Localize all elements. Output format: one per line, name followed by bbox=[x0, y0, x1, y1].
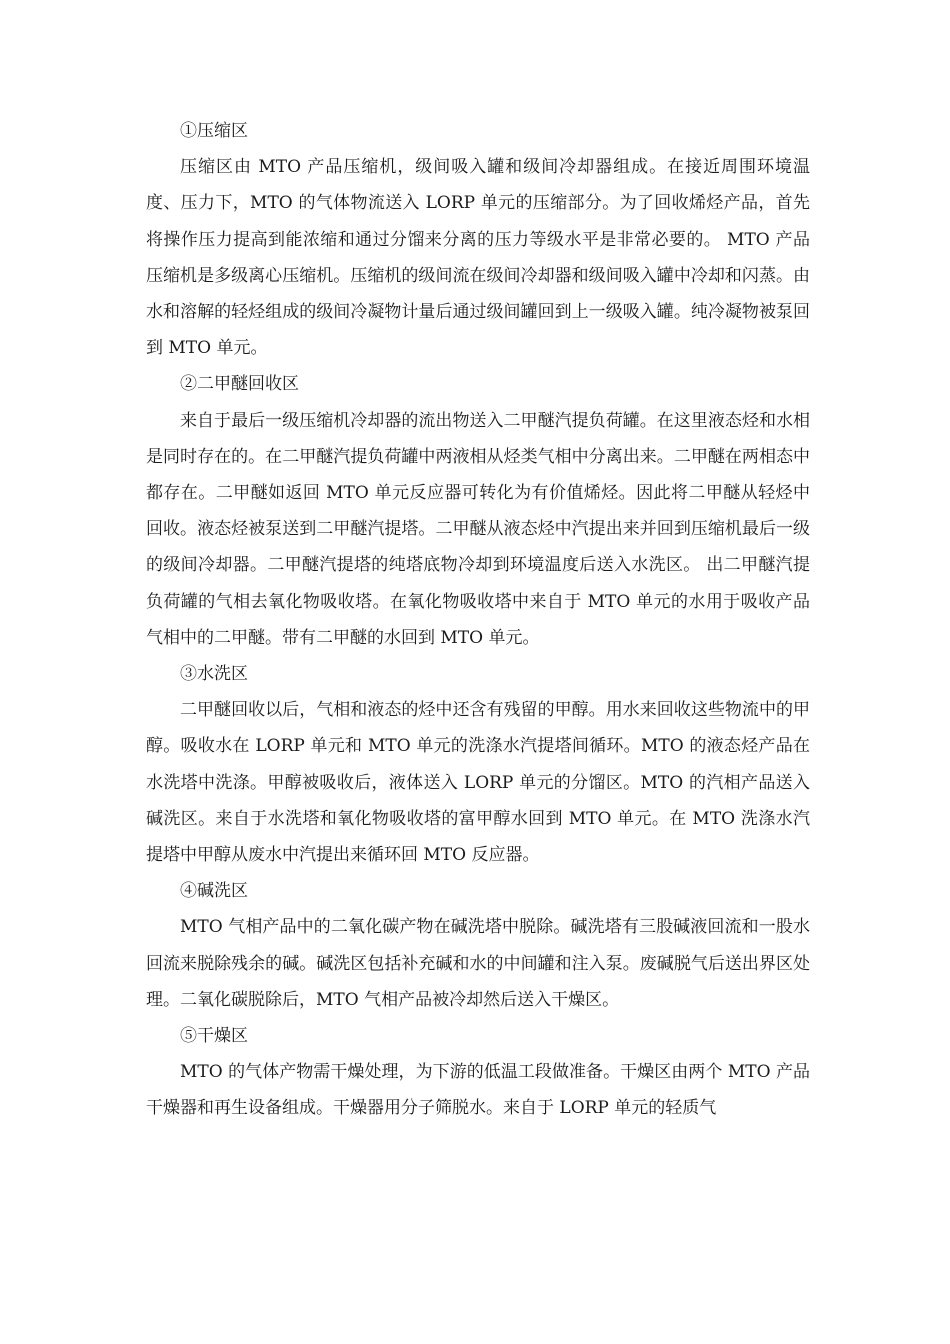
section-heading-compression: ①压缩区 bbox=[180, 121, 248, 141]
paragraph-compression: 压缩区由 MTO 产品压缩机，级间吸入罐和级间冷却器组成。在接近周围环境温度、压力下，MTO 的气体物流送入 LORP 单元的压缩部分。为了回收烯烃产品，首先将操作压力提高到能浓缩和通过分馏来分离的压力等级水平是非常必要的。 MTO 产品压缩机是多级离心压缩机。压缩机的级间流在级间冷却器和级间吸入罐中冷却和闪蒸。由水和溶解的轻烃组成的级间冷凝物计量后通过级间罐回到上一级吸入罐。纯冷凝物被泵回到 MTO 单元。 bbox=[146, 157, 810, 359]
section-heading-water-wash: ③水洗区 bbox=[180, 664, 248, 685]
section-heading-caustic-wash: ④碱洗区 bbox=[180, 881, 248, 902]
document-body bbox=[146, 113, 810, 1127]
paragraph-dme-recovery: 来自于最后一级压缩机冷却器的流出物送入二甲醚汽提负荷罐。在这里液态烃和水相是同时存在的。在二甲醚汽提负荷罐中两液相从烃类气相中分离出来。二甲醚在两相态中都存在。二甲醚如返回 MTO 单元反应器可转化为有价值烯烃。因此将二甲醚从轻烃中回收。液态烃被泵送到二甲醚汽提塔。二甲醚从液态烃中汽提出来并回到压缩机最后一级的级间冷却器。二甲醚汽提塔的纯塔底物冷却到环境温度后送入水洗区。 出二甲醚汽提负荷罐的气相去氧化物吸收塔。在氧化物吸收塔中来自于 MTO 单元的水用于吸收产品气相中的二甲醚。带有二甲醚的水回到 MTO 单元。 bbox=[146, 410, 810, 648]
paragraph-drying: MTO 的气体产物需干燥处理，为下游的低温工段做准备。干燥区由两个 MTO 产品干燥器和再生设备组成。干燥器用分子筛脱水。来自于 LORP 单元的轻质气 bbox=[146, 1062, 810, 1119]
paragraph-caustic-wash: MTO 气相产品中的二氧化碳产物在碱洗塔中脱除。碱洗塔有三股碱液回流和一股水回流来脱除残余的碱。碱洗区包括补充碱和水的中间罐和注入泵。废碱脱气后送出界区处理。二氧化碳脱除后，MTO 气相产品被冷却然后送入干燥区。 bbox=[146, 917, 810, 1010]
paragraph-water-wash: 二甲醚回收以后，气相和液态的烃中还含有残留的甲醇。用水来回收这些物流中的甲醇。吸收水在 LORP 单元和 MTO 单元的洗涤水汽提塔间循环。MTO 的液态烃产品在水洗塔中洗涤。甲醇被吸收后，液体送入 LORP 单元的分馏区。MTO 的汽相产品送入碱洗区。来自于水洗塔和氧化物吸收塔的富甲醇水回到 MTO 单元。在 MTO 洗涤水汽提塔中甲醇从废水中汽提出来循环回 MTO 反应器。 bbox=[146, 700, 810, 866]
section-heading-dme-recovery: ②二甲醚回收区 bbox=[180, 374, 299, 395]
section-heading-drying: ⑤干燥区 bbox=[180, 1026, 248, 1047]
